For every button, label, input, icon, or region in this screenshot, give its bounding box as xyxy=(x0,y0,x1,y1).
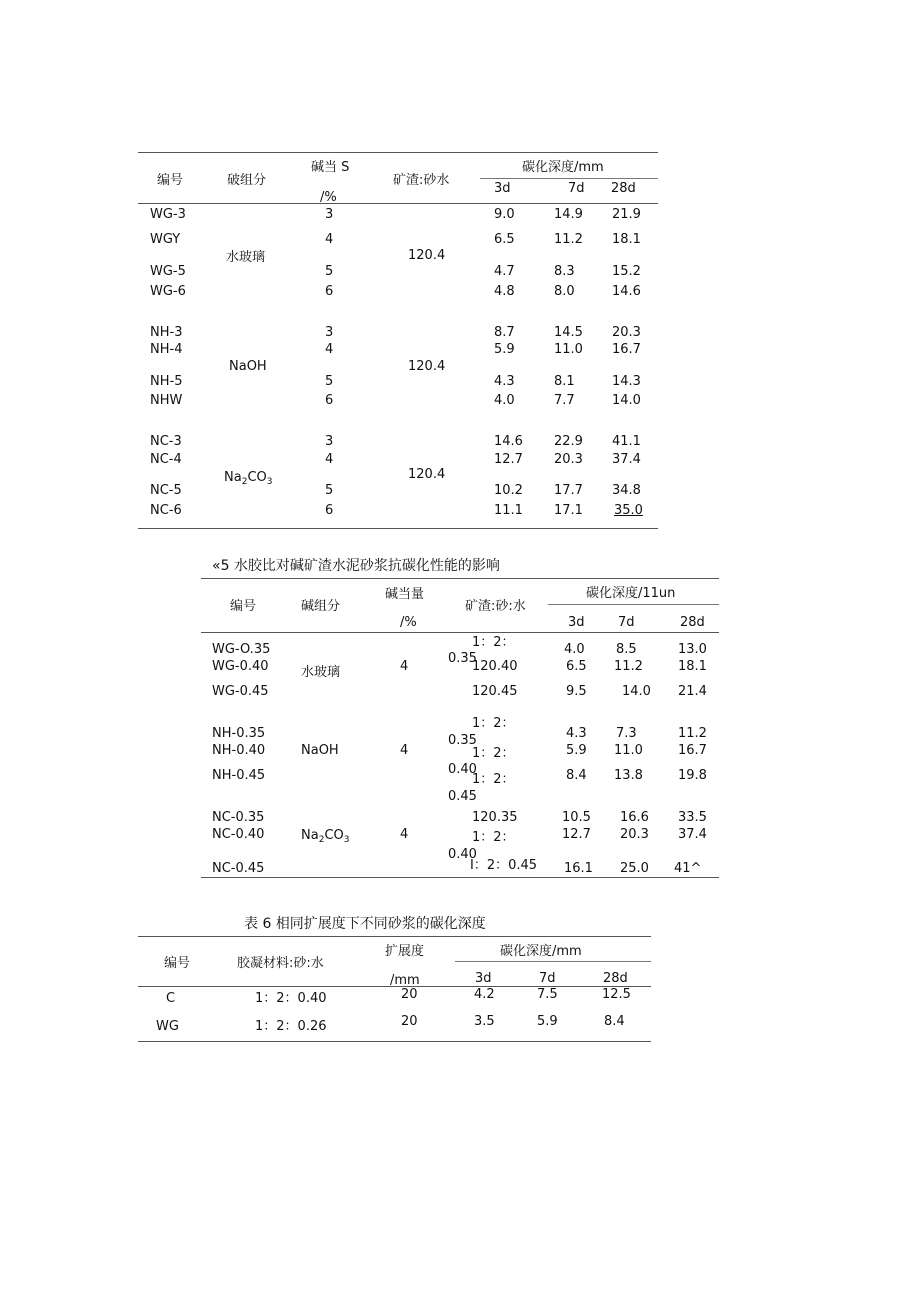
table-cell-28d: 19.8 xyxy=(678,768,707,783)
table-cell-ratio-clipped: 0.35 xyxy=(448,733,477,748)
table-row-id: NC-4 xyxy=(150,452,182,467)
col-header-component: 碱组分 xyxy=(301,599,341,614)
table-cell-3d: 5.9 xyxy=(566,743,587,758)
table-caption: 表 6 相同扩展度下不同砂浆的碳化深度 xyxy=(244,916,486,932)
table-cell-3d: 9.5 xyxy=(566,684,587,699)
table-header-rule xyxy=(201,632,719,633)
table-cell-7d: 11.2 xyxy=(614,659,643,674)
table-cell-alkali: 4 xyxy=(325,452,334,467)
table-cell-component: NaOH xyxy=(301,743,339,758)
table-cell-28d: 41^ xyxy=(674,861,702,876)
table-cell-28d: 20.3 xyxy=(612,325,641,340)
col-header-alkali: 碱当 S xyxy=(311,160,350,175)
table-cell-component: 水玻璃 xyxy=(301,665,341,680)
table-cell-28d: 21.4 xyxy=(678,684,707,699)
table-cell-ratio-clipped: 0.35 xyxy=(448,651,477,666)
table-row-id: NH-5 xyxy=(150,374,183,389)
table-cell-component: 水玻璃 xyxy=(226,250,266,265)
table-cell-alkali: 4 xyxy=(400,743,409,758)
table-cell-3d: 12.7 xyxy=(562,827,591,842)
col-header-ratio: 胶凝材料:砂:水 xyxy=(237,956,324,971)
table-cell-7d: 25.0 xyxy=(620,861,649,876)
table-row-id: WG-5 xyxy=(150,264,186,279)
table-cell-ratio: 1：2：0.40 xyxy=(255,991,327,1006)
table-cell-component: NaOH xyxy=(229,359,267,374)
table-cell-28d: 15.2 xyxy=(612,264,641,279)
table-row-id: NH-4 xyxy=(150,342,183,357)
table-cell-7d: 8.0 xyxy=(554,284,575,299)
table-cell-ratio: 120.4 xyxy=(408,467,446,482)
table-cell-28d: 37.4 xyxy=(678,827,707,842)
depth-subheader-rule xyxy=(455,961,651,962)
table-row-id: NC-3 xyxy=(150,434,182,449)
table-cell-ratio: 1：2： xyxy=(472,716,515,731)
table-cell-3d: 5.9 xyxy=(494,342,515,357)
table-cell-spread: 20 xyxy=(401,987,418,1002)
table-cell-alkali: 4 xyxy=(325,342,334,357)
table-row-id: WG xyxy=(156,1019,179,1034)
table-cell-3d: 14.6 xyxy=(494,434,523,449)
table-cell-alkali: 6 xyxy=(325,284,334,299)
table-cell-3d: 11.1 xyxy=(494,503,523,518)
table-cell-7d: 11.0 xyxy=(614,743,643,758)
col-header-ratio: 矿渣:砂水 xyxy=(393,173,450,188)
table-cell-7d: 13.8 xyxy=(614,768,643,783)
table-cell-ratio-clipped: 0.40 xyxy=(448,762,477,777)
table-cell-28d: 41.1 xyxy=(612,434,641,449)
table-cell-3d: 6.5 xyxy=(566,659,587,674)
table-cell-28d: 16.7 xyxy=(612,342,641,357)
table-row-id: NC-0.35 xyxy=(212,810,265,825)
col-header-7d: 7d xyxy=(539,971,556,986)
table-cell-ratio: 1：2： xyxy=(472,635,515,650)
table-cell-3d: 8.7 xyxy=(494,325,515,340)
table-row-id: WG-0.45 xyxy=(212,684,269,699)
table-row-id: NH-0.35 xyxy=(212,726,266,741)
table-cell-3d: 12.7 xyxy=(494,452,523,467)
table-row-id: WG-3 xyxy=(150,207,186,222)
table-cell-7d: 7.5 xyxy=(537,987,558,1002)
table-cell-ratio: 120.35 xyxy=(472,810,518,825)
table-cell-alkali: 3 xyxy=(325,434,334,449)
col-header-id: 编号 xyxy=(164,956,191,971)
table-top-rule xyxy=(138,152,658,153)
table-row-id: C xyxy=(166,991,176,1006)
table-cell-3d: 4.0 xyxy=(564,642,585,657)
col-header-3d: 3d xyxy=(494,181,511,196)
col-header-28d: 28d xyxy=(680,615,705,630)
depth-subheader-rule xyxy=(548,604,719,605)
table-cell-ratio: 1：2： xyxy=(472,772,515,787)
table-cell-7d: 8.1 xyxy=(554,374,575,389)
table-row-id: NC-6 xyxy=(150,503,182,518)
table-cell-7d: 11.0 xyxy=(554,342,583,357)
table-bottom-rule xyxy=(201,877,719,878)
table-cell-ratio: 1：2：0.26 xyxy=(255,1019,327,1034)
col-header-spread-unit: /mm xyxy=(390,973,420,988)
table-cell-28d: 18.1 xyxy=(612,232,641,247)
table-cell-ratio: 1：2： xyxy=(472,746,515,761)
table-row-id: WG-6 xyxy=(150,284,186,299)
table-cell-7d: 17.1 xyxy=(554,503,583,518)
table-top-rule xyxy=(201,578,719,579)
table-cell-3d: 4.7 xyxy=(494,264,515,279)
table-cell-ratio: 1：2： xyxy=(472,830,515,845)
table-cell-7d: 17.7 xyxy=(554,483,583,498)
table-cell-3d: 4.2 xyxy=(474,987,495,1002)
table-cell-3d: 10.2 xyxy=(494,483,523,498)
table-cell-alkali: 6 xyxy=(325,503,334,518)
col-header-7d: 7d xyxy=(618,615,635,630)
table-cell-ratio: 120.4 xyxy=(408,359,446,374)
table-cell-3d: 3.5 xyxy=(474,1014,495,1029)
table-row-id: NC-0.45 xyxy=(212,861,265,876)
table-cell-7d: 7.3 xyxy=(616,726,637,741)
table-cell-ratio: 120.40 xyxy=(472,659,518,674)
table-cell-3d: 4.3 xyxy=(566,726,587,741)
table-cell-alkali: 4 xyxy=(325,232,334,247)
table-cell-28d: 14.6 xyxy=(612,284,641,299)
table-header-rule xyxy=(138,986,651,987)
table-cell-3d: 6.5 xyxy=(494,232,515,247)
table-row-id: NHW xyxy=(150,393,183,408)
col-header-7d: 7d xyxy=(568,181,585,196)
table-cell-alkali: 6 xyxy=(325,393,334,408)
table-cell-alkali: 4 xyxy=(400,659,409,674)
col-header-alkali: 碱当量 xyxy=(385,587,425,602)
table-top-rule xyxy=(138,936,651,937)
table-cell-7d: 8.5 xyxy=(616,642,637,657)
table-cell-component: $Na_2CO_3$ xyxy=(224,470,273,487)
col-header-depth: 碳化深度/mm xyxy=(522,160,604,175)
table-cell-ratio: 120.4 xyxy=(408,248,446,263)
col-header-spread: 扩展度 xyxy=(385,944,425,959)
table-cell-3d: 10.5 xyxy=(562,810,591,825)
table-cell-3d: 9.0 xyxy=(494,207,515,222)
table-cell-spread: 20 xyxy=(401,1014,418,1029)
col-header-depth: 碳化深度/11un xyxy=(586,586,676,601)
table-cell-ratio: 120.45 xyxy=(472,684,518,699)
table-cell-ratio-clipped: 0.45 xyxy=(448,789,477,804)
table-cell-alkali: 5 xyxy=(325,483,334,498)
table-cell-3d: 4.0 xyxy=(494,393,515,408)
table-cell-ratio: I：2：0.45 xyxy=(470,858,538,873)
table-cell-alkali: 4 xyxy=(400,827,409,842)
table-row-id: WGY xyxy=(150,232,181,247)
table-cell-28d: 16.7 xyxy=(678,743,707,758)
table-bottom-rule xyxy=(138,1041,651,1042)
table-cell-7d: 14.5 xyxy=(554,325,583,340)
col-header-3d: 3d xyxy=(568,615,585,630)
table-cell-7d: 16.6 xyxy=(620,810,649,825)
table-cell-28d: 14.0 xyxy=(612,393,641,408)
table-row-id: NC-0.40 xyxy=(212,827,265,842)
col-header-28d: 28d xyxy=(603,971,628,986)
table-cell-7d: 7.7 xyxy=(554,393,575,408)
table-cell-28d: 11.2 xyxy=(678,726,707,741)
table-cell-3d: 16.1 xyxy=(564,861,593,876)
table-cell-3d: 8.4 xyxy=(566,768,587,783)
table-cell-28d: 13.0 xyxy=(678,642,707,657)
table-cell-7d: 20.3 xyxy=(620,827,649,842)
col-header-id: 编号 xyxy=(157,173,184,188)
table-cell-7d: 20.3 xyxy=(554,452,583,467)
col-header-3d: 3d xyxy=(475,971,492,986)
table-cell-28d: 21.9 xyxy=(612,207,641,222)
table-row-id: NH-3 xyxy=(150,325,183,340)
table-cell-28d: 33.5 xyxy=(678,810,707,825)
col-header-id: 编号 xyxy=(230,599,257,614)
table-cell-7d: 14.9 xyxy=(554,207,583,222)
table-cell-28d: 35.0 xyxy=(614,503,643,518)
col-header-alkali-unit: /% xyxy=(320,190,337,205)
col-header-component: 破组分 xyxy=(227,173,267,188)
col-header-ratio: 矿渣:砂:水 xyxy=(465,599,526,614)
table-row-id: WG-O.35 xyxy=(212,642,271,657)
table-cell-28d: 18.1 xyxy=(678,659,707,674)
table-cell-7d: 5.9 xyxy=(537,1014,558,1029)
col-header-depth: 碳化深度/mm xyxy=(500,944,582,959)
table-cell-3d: 4.8 xyxy=(494,284,515,299)
col-header-alkali-unit: /% xyxy=(400,615,417,630)
table-row-id: NH-0.45 xyxy=(212,768,266,783)
table-cell-7d: 14.0 xyxy=(622,684,651,699)
depth-subheader-rule xyxy=(480,178,658,179)
col-header-28d: 28d xyxy=(611,181,636,196)
table-row-id: NC-5 xyxy=(150,483,182,498)
table-cell-28d: 8.4 xyxy=(604,1014,625,1029)
table-row-id: NH-0.40 xyxy=(212,743,266,758)
table-cell-28d: 34.8 xyxy=(612,483,641,498)
table-row-id: WG-0.40 xyxy=(212,659,269,674)
table-cell-ratio-clipped: 0.40 xyxy=(448,847,477,862)
table-bottom-rule xyxy=(138,528,658,529)
table-cell-alkali: 3 xyxy=(325,325,334,340)
table-cell-28d: 37.4 xyxy=(612,452,641,467)
table-cell-alkali: 5 xyxy=(325,264,334,279)
table-cell-28d: 14.3 xyxy=(612,374,641,389)
table-header-rule xyxy=(138,203,658,204)
table-cell-7d: 8.3 xyxy=(554,264,575,279)
table-cell-alkali: 3 xyxy=(325,207,334,222)
table-cell-28d: 12.5 xyxy=(602,987,631,1002)
table-cell-component: $Na_2CO_3$ xyxy=(301,828,350,845)
table-cell-7d: 11.2 xyxy=(554,232,583,247)
table-cell-7d: 22.9 xyxy=(554,434,583,449)
table-cell-alkali: 5 xyxy=(325,374,334,389)
table-cell-3d: 4.3 xyxy=(494,374,515,389)
table-caption: «5 水胶比对碱矿渣水泥砂浆抗碳化性能的影响 xyxy=(212,558,500,574)
